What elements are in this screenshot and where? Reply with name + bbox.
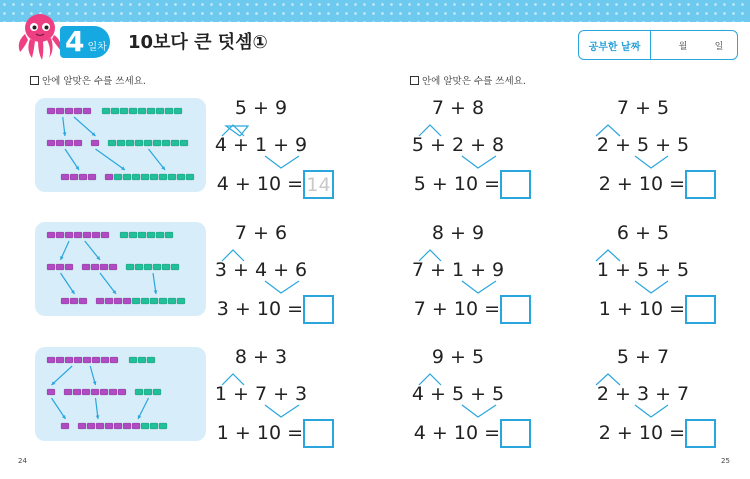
green-block [186,174,194,180]
purple-block [82,389,90,395]
green-block [177,298,185,304]
problem-9 [588,346,738,479]
problem-expression: 5 + 9 [234,97,288,119]
problem-expression: 7 + 6 [234,222,288,244]
purple-block [118,389,126,395]
answer-box[interactable] [685,295,716,324]
problem-split: 3 + 4 + 6 [214,259,308,281]
problem-1 [206,97,356,231]
green-block [159,298,167,304]
problem-3 [588,97,738,231]
purple-block [96,423,104,429]
purple-block [73,389,81,395]
answer-box[interactable] [500,419,531,448]
green-block [165,108,173,114]
purple-block [79,174,87,180]
green-block [144,389,152,395]
purple-block [110,357,118,363]
purple-block [74,108,82,114]
page-number-right: 25 [721,457,730,465]
purple-block [61,423,69,429]
green-block [138,232,146,238]
problem-split: 4 + 5 + 5 [411,383,505,405]
decomposition-lines [403,350,553,479]
purple-block [47,264,55,270]
box-glyph-icon [30,76,39,85]
problem-sum: 7 + 10 = [413,298,500,320]
problem-2 [403,97,553,231]
purple-block [114,423,122,429]
study-date-label: 공부한 날짜 [579,31,651,59]
purple-block [87,423,95,429]
purple-block [56,264,64,270]
green-block [111,108,119,114]
green-block [144,264,152,270]
green-block [156,108,164,114]
problem-6 [588,222,738,356]
arrow-line [52,366,73,385]
purple-block [123,423,131,429]
purple-block [65,232,73,238]
green-block [165,232,173,238]
purple-block [74,357,82,363]
green-block [180,140,188,146]
green-block [162,140,170,146]
purple-block [56,232,64,238]
green-block [129,357,137,363]
green-block [141,298,149,304]
green-block [141,174,149,180]
answer-box[interactable] [685,419,716,448]
block-diagram-svg [35,347,206,441]
problem-expression: 7 + 8 [431,97,485,119]
decomposition-lines [403,101,553,231]
purple-block [83,357,91,363]
green-block [168,174,176,180]
purple-block [105,174,113,180]
purple-block [101,232,109,238]
green-block [114,174,122,180]
arrow-line [96,149,126,170]
decomposition-lines [588,101,738,231]
arrow-line [65,149,79,170]
green-block [159,174,167,180]
problem-7 [206,346,356,479]
instruction-text: 안에 알맞은 수를 쓰세요. [42,76,146,87]
purple-block [65,264,73,270]
purple-block [56,108,64,114]
block-picture-1 [35,98,206,192]
problem-split: 1 + 5 + 5 [596,259,690,281]
problem-expression: 7 + 5 [616,97,670,119]
green-block [126,264,134,270]
day-number: 4 [65,25,85,58]
purple-block [109,264,117,270]
problem-sum: 4 + 10 = [216,173,303,195]
problem-split: 2 + 3 + 7 [596,383,690,405]
problem-split: 1 + 7 + 3 [214,383,308,405]
green-block [138,357,146,363]
problem-expression: 8 + 9 [431,222,485,244]
purple-block [65,108,73,114]
green-block [153,140,161,146]
purple-block [132,423,140,429]
purple-block [47,108,55,114]
green-block [150,174,158,180]
green-block [168,298,176,304]
green-block [120,108,128,114]
purple-block [78,423,86,429]
green-block [153,389,161,395]
purple-block [105,298,113,304]
block-picture-3 [35,347,206,441]
green-block [123,174,131,180]
decomposition-lines [206,226,356,356]
problem-split: 5 + 2 + 8 [411,134,505,156]
green-block [108,140,116,146]
problem-expression: 9 + 5 [431,346,485,368]
green-block [171,264,179,270]
page-number-left: 24 [18,457,27,465]
octopus-mascot-icon [14,8,66,64]
problem-sum: 3 + 10 = [216,298,303,320]
decomposition-lines [588,226,738,356]
green-block [135,389,143,395]
green-block [135,264,143,270]
arrow-line [85,241,100,260]
problem-expression: 6 + 5 [616,222,670,244]
problem-sum: 5 + 10 = [413,173,500,195]
problem-split: 7 + 1 + 9 [411,259,505,281]
problem-sum: 2 + 10 = [598,422,685,444]
answer-box[interactable] [500,170,531,199]
arrow-line [149,149,166,170]
purple-block [91,264,99,270]
problem-sum: 1 + 10 = [216,422,303,444]
arrow-line [138,398,149,419]
problem-4 [206,222,356,356]
problem-expression: 8 + 3 [234,346,288,368]
problem-split: 4 + 1 + 9 [214,134,308,156]
purple-block [74,232,82,238]
purple-block [82,264,90,270]
purple-block [47,140,55,146]
green-block [150,298,158,304]
purple-block [88,174,96,180]
block-picture-2 [35,222,206,316]
purple-block [70,298,78,304]
box-glyph-icon [410,76,419,85]
purple-block [105,423,113,429]
decomposition-lines [588,350,738,479]
green-block [138,108,146,114]
green-block [117,140,125,146]
green-block [102,108,110,114]
purple-block [83,232,91,238]
green-block [129,232,137,238]
green-block [135,140,143,146]
green-block [141,423,149,429]
purple-block [64,389,72,395]
purple-block [47,357,55,363]
green-block [147,232,155,238]
answer-box[interactable] [303,419,334,448]
purple-block [92,357,100,363]
purple-block [65,357,73,363]
green-block [132,174,140,180]
day-badge [60,26,110,58]
purple-block [100,264,108,270]
problem-5 [403,222,553,356]
month-label: 월 [678,41,688,52]
instruction-left [30,73,146,87]
block-diagram-svg [35,98,206,192]
page-title: 10보다 큰 덧셈① [128,32,268,53]
arrow-line [52,398,66,419]
green-block [156,232,164,238]
purple-block [47,389,55,395]
purple-block [123,298,131,304]
purple-block [65,140,73,146]
purple-block [109,389,117,395]
green-block [150,423,158,429]
block-diagram-svg [35,222,206,316]
study-date-box [578,30,738,60]
decomposition-lines [206,350,356,479]
date-fields [651,31,737,59]
answer-box[interactable] [303,295,334,324]
problem-8 [403,346,553,479]
purple-block [91,140,99,146]
purple-block [91,389,99,395]
instruction-text: 안에 알맞은 수를 쓰세요. [422,76,526,87]
green-block [177,174,185,180]
purple-block [56,357,64,363]
problem-sum: 4 + 10 = [413,422,500,444]
green-block [132,298,140,304]
green-block [147,357,155,363]
arrow-line [100,273,116,294]
purple-block [70,174,78,180]
answer-box[interactable]: 14 [303,170,334,199]
green-block [171,140,179,146]
arrow-line [61,273,75,294]
green-block [144,140,152,146]
problem-expression: 5 + 7 [616,346,670,368]
green-block [126,140,134,146]
problem-sum: 2 + 10 = [598,173,685,195]
purple-block [114,298,122,304]
problem-split: 2 + 5 + 5 [596,134,690,156]
day-label: 일차 [87,41,107,53]
green-block [147,108,155,114]
instruction-right [410,73,526,87]
purple-block [61,298,69,304]
green-block [153,264,161,270]
purple-block [79,298,87,304]
green-block [162,264,170,270]
day-label-field: 일 [714,41,724,52]
answer-box[interactable] [685,170,716,199]
purple-block [92,232,100,238]
purple-block [47,232,55,238]
purple-block [74,140,82,146]
purple-block [56,140,64,146]
green-block [159,423,167,429]
purple-block [96,298,104,304]
purple-block [100,389,108,395]
arrow-line [74,117,96,136]
green-block [174,108,182,114]
purple-block [83,108,91,114]
decomposition-lines [403,226,553,356]
problem-sum: 1 + 10 = [598,298,685,320]
answer-box[interactable] [500,295,531,324]
green-block [120,232,128,238]
green-block [129,108,137,114]
top-dotted-strip [0,0,750,22]
purple-block [101,357,109,363]
decomposition-lines [206,101,356,231]
purple-block [61,174,69,180]
